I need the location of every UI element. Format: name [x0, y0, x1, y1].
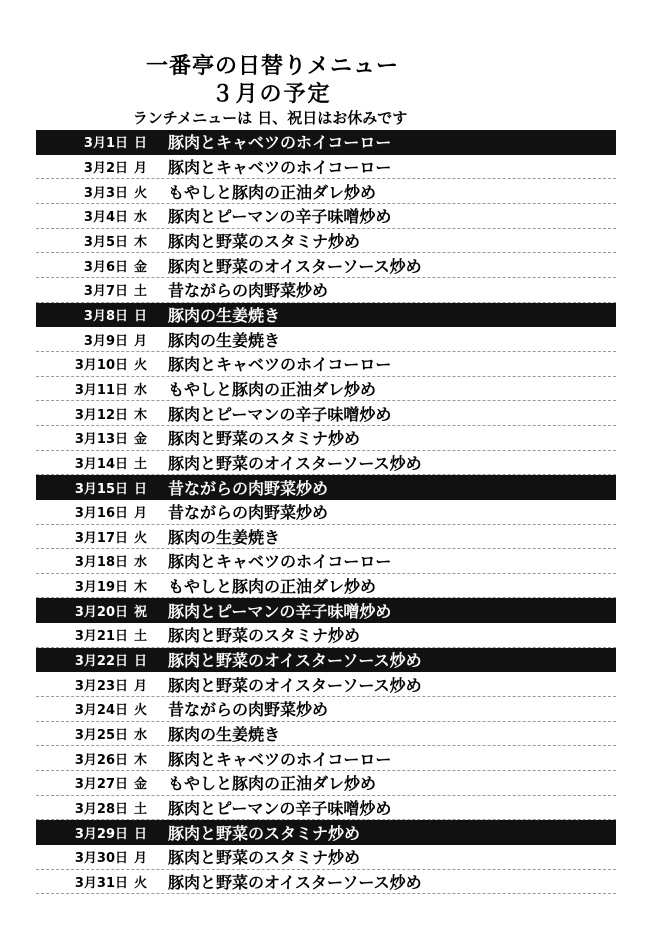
menu-row [36, 672, 616, 697]
menu-weekday: 水 [134, 555, 148, 571]
menu-row [36, 623, 616, 648]
menu-row [36, 796, 616, 821]
menu-weekday: 火 [134, 530, 148, 546]
menu-date: 3月17日 [74, 530, 128, 546]
menu-row [36, 377, 616, 402]
menu-date: 3月14日 [74, 456, 128, 472]
menu-dish: もやしと豚肉の正油ダレ炒め [168, 774, 377, 794]
menu-row [36, 229, 616, 254]
menu-row [36, 278, 616, 303]
menu-weekday: 金 [134, 432, 148, 448]
menu-row [36, 500, 616, 525]
menu-weekday: 月 [134, 333, 148, 349]
menu-weekday: 金 [134, 777, 148, 793]
menu-date: 3月31日 [74, 876, 128, 892]
menu-dish: 豚肉とピーマンの辛子味噌炒め [168, 601, 392, 621]
menu-row [36, 179, 616, 204]
menu-row [36, 525, 616, 550]
menu-date: 3月24日 [74, 703, 128, 719]
menu-weekday: 火 [134, 703, 148, 719]
menu-weekday: 月 [134, 160, 148, 176]
menu-weekday: 金 [134, 259, 148, 275]
menu-dish: 豚肉と野菜のスタミナ炒め [168, 231, 361, 251]
menu-dish: もやしと豚肉の正油ダレ炒め [168, 379, 377, 399]
menu-row [36, 598, 616, 623]
menu-date: 3月22日 [74, 654, 128, 670]
menu-row [36, 451, 616, 476]
menu-weekday: 日 [134, 308, 148, 324]
menu-date: 3月3日 [83, 185, 128, 201]
menu-weekday: 祝 [134, 604, 148, 620]
menu-date: 3月10日 [74, 358, 128, 374]
menu-weekday: 木 [134, 580, 148, 596]
menu-date: 3月21日 [74, 629, 128, 645]
menu-row [36, 475, 616, 500]
menu-weekday: 火 [134, 185, 148, 201]
menu-weekday: 月 [134, 506, 148, 522]
menu-row [36, 648, 616, 673]
menu-row [36, 253, 616, 278]
menu-row [36, 574, 616, 599]
menu-weekday: 日 [134, 481, 148, 497]
menu-date: 3月19日 [74, 580, 128, 596]
menu-weekday: 日 [134, 654, 148, 670]
menu-weekday: 木 [134, 752, 148, 768]
menu-dish: 豚肉とピーマンの辛子味噌炒め [168, 207, 392, 227]
menu-weekday: 木 [134, 234, 148, 250]
menu-date: 3月16日 [74, 506, 128, 522]
menu-weekday: 土 [134, 456, 148, 472]
menu-weekday: 月 [134, 678, 148, 694]
menu-row [36, 303, 616, 328]
menu-dish: 昔ながらの肉野菜炒め [168, 281, 329, 301]
menu-weekday: 木 [134, 407, 148, 423]
menu-dish: 豚肉と野菜のオイスターソース炒め [168, 256, 422, 276]
menu-weekday: 土 [134, 802, 148, 818]
menu-dish: 豚肉とキャベツのホイコーロー [168, 552, 392, 572]
menu-date: 3月6日 [83, 259, 128, 275]
menu-row [36, 549, 616, 574]
menu-row [36, 820, 616, 845]
menu-row [36, 771, 616, 796]
menu-dish: 豚肉とピーマンの辛子味噌炒め [168, 799, 392, 819]
menu-weekday: 土 [134, 629, 148, 645]
menu-date: 3月15日 [74, 481, 128, 497]
menu-date: 3月25日 [74, 728, 128, 744]
menu-weekday: 月 [134, 851, 148, 867]
menu-weekday: 水 [134, 728, 148, 744]
menu-weekday: 火 [134, 358, 148, 374]
menu-dish: 豚肉とキャベツのホイコーロー [168, 355, 392, 375]
menu-date: 3月27日 [74, 777, 128, 793]
menu-date: 3月18日 [74, 555, 128, 571]
menu-dish: 豚肉の生姜焼き [168, 725, 281, 745]
menu-dish: 昔ながらの肉野菜炒め [168, 478, 329, 498]
menu-weekday: 日 [134, 136, 148, 152]
menu-weekday: 土 [134, 284, 148, 300]
menu-date: 3月4日 [83, 210, 128, 226]
menu-dish: 豚肉と野菜のオイスターソース炒め [168, 453, 422, 473]
menu-dish: 豚肉とキャベツのホイコーロー [168, 133, 392, 153]
menu-row [36, 845, 616, 870]
menu-date: 3月26日 [74, 752, 128, 768]
menu-row [36, 327, 616, 352]
menu-weekday: 日 [134, 826, 148, 842]
menu-weekday: 水 [134, 210, 148, 226]
menu-date: 3月7日 [83, 284, 128, 300]
menu-dish: 豚肉と野菜のスタミナ炒め [168, 429, 361, 449]
menu-dish: 豚肉の生姜焼き [168, 527, 281, 547]
menu-date: 3月30日 [74, 851, 128, 867]
menu-row [36, 426, 616, 451]
menu-date: 3月28日 [74, 802, 128, 818]
menu-row [36, 401, 616, 426]
menu-dish: 豚肉の生姜焼き [168, 305, 281, 325]
menu-row [36, 352, 616, 377]
page-title: 一番亭の日替りメニュー [145, 54, 399, 79]
menu-dish: 豚肉とキャベツのホイコーロー [168, 157, 392, 177]
menu-date: 3月2日 [83, 160, 128, 176]
menu-dish: 豚肉と野菜のオイスターソース炒め [168, 873, 422, 893]
menu-dish: 昔ながらの肉野菜炒め [168, 503, 329, 523]
menu-weekday: 火 [134, 876, 148, 892]
menu-row [36, 155, 616, 180]
page-subtitle: ３月の予定 [211, 82, 332, 107]
menu-dish: 昔ながらの肉野菜炒め [168, 700, 329, 720]
closed-days-note: ランチメニューは 日、祝日はお休みです [132, 109, 408, 127]
menu-weekday: 水 [134, 382, 148, 398]
menu-row [36, 746, 616, 771]
menu-dish: 豚肉と野菜のオイスターソース炒め [168, 675, 422, 695]
menu-date: 3月9日 [83, 333, 128, 349]
menu-dish: もやしと豚肉の正油ダレ炒め [168, 577, 377, 597]
menu-row [36, 130, 616, 155]
menu-row [36, 870, 616, 895]
menu-date: 3月20日 [74, 604, 128, 620]
menu-row [36, 697, 616, 722]
menu-dish: もやしと豚肉の正油ダレ炒め [168, 182, 377, 202]
menu-date: 3月8日 [83, 308, 128, 324]
menu-date: 3月23日 [74, 678, 128, 694]
menu-dish: 豚肉と野菜のスタミナ炒め [168, 848, 361, 868]
menu-dish: 豚肉と野菜のスタミナ炒め [168, 626, 361, 646]
menu-date: 3月12日 [74, 407, 128, 423]
menu-date: 3月11日 [74, 382, 128, 398]
menu-dish: 豚肉と野菜のスタミナ炒め [168, 823, 361, 843]
menu-row [36, 204, 616, 229]
menu-dish: 豚肉と野菜のオイスターソース炒め [168, 651, 422, 671]
menu-schedule-table [36, 130, 616, 894]
menu-dish: 豚肉とピーマンの辛子味噌炒め [168, 404, 392, 424]
menu-date: 3月29日 [74, 826, 128, 842]
menu-dish: 豚肉の生姜焼き [168, 330, 281, 350]
menu-dish: 豚肉とキャベツのホイコーロー [168, 749, 392, 769]
menu-date: 3月13日 [74, 432, 128, 448]
menu-row [36, 722, 616, 747]
menu-date: 3月1日 [83, 136, 128, 152]
menu-date: 3月5日 [83, 234, 128, 250]
